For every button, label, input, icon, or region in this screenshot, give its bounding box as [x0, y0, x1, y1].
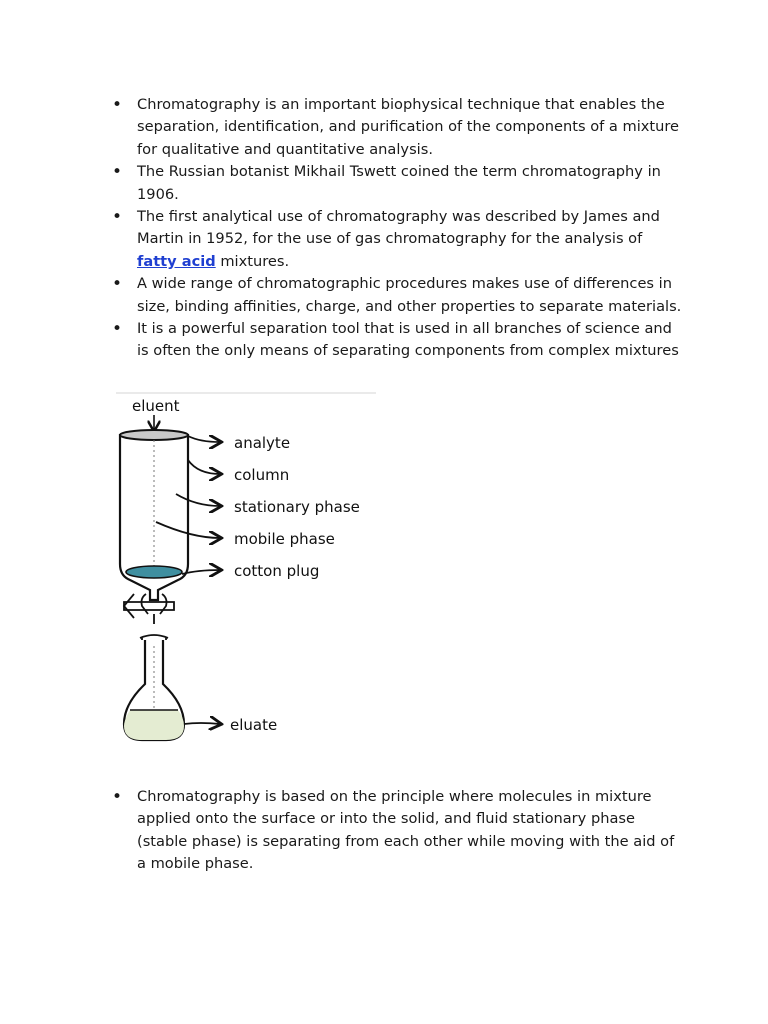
bullet-list-principle [112, 786, 682, 876]
analyte-arrow [188, 436, 220, 442]
eluate-label: eluate [230, 716, 278, 734]
stationary-phase-label: stationary phase [234, 498, 360, 516]
column-chromatography-diagram [112, 388, 382, 748]
eluent-label: eluent [132, 397, 180, 415]
cotton-plug-label: cotton plug [234, 562, 320, 580]
bullet-text: The Russian botanist Mikhail Tswett coined the term chromatography in 1906. [137, 163, 661, 203]
bullet-item [112, 161, 682, 206]
bullet-text: A wide range of chromatographic procedures makes use of differences in size, binding affinities, charge, and other properties to separate materials. [137, 275, 682, 315]
stopcock-outline [142, 594, 167, 614]
flask-mouth [140, 635, 168, 638]
eluate-liquid [124, 710, 184, 740]
bullet-text: mixtures. [215, 252, 290, 270]
bullet-text: The first analytical use of chromatography was described by James and Martin in 1952, for the use of gas chromatography for the analysis of [137, 208, 660, 248]
stopcock-arrow-icon [124, 594, 134, 618]
bullet-item [112, 786, 682, 876]
bullet-text: Chromatography is based on the principle where molecules in mixture applied onto the surface or into the solid, and fluid stationary phase (stable phase) is separating from each other while moving with the aid of a mobile phase. [137, 788, 675, 873]
eluate-arrow [184, 723, 220, 724]
analyte-band [120, 430, 188, 440]
column-label: column [234, 466, 290, 484]
flask-rim [142, 638, 166, 640]
bullet-item [112, 318, 682, 363]
fatty-acid-link[interactable]: fatty acid [137, 252, 216, 270]
bullet-text: Chromatography is an important biophysical technique that enables the separation, identification, and purification of the components of a mixture for qualitative and quantitative analysis. [137, 96, 680, 158]
stationary-phase-arrow [176, 494, 220, 506]
bullet-item [112, 206, 682, 273]
bullet-text: It is a powerful separation tool that is used in all branches of science and is often the only means of separating components from complex mixtures [137, 320, 679, 360]
mobile-phase-label: mobile phase [234, 530, 335, 548]
bullet-list-intro [112, 94, 682, 363]
analyte-label: analyte [234, 434, 291, 452]
bullet-item [112, 94, 682, 161]
cotton-plug-shape [126, 566, 182, 578]
column-arrow [188, 460, 220, 474]
bullet-item [112, 273, 682, 318]
